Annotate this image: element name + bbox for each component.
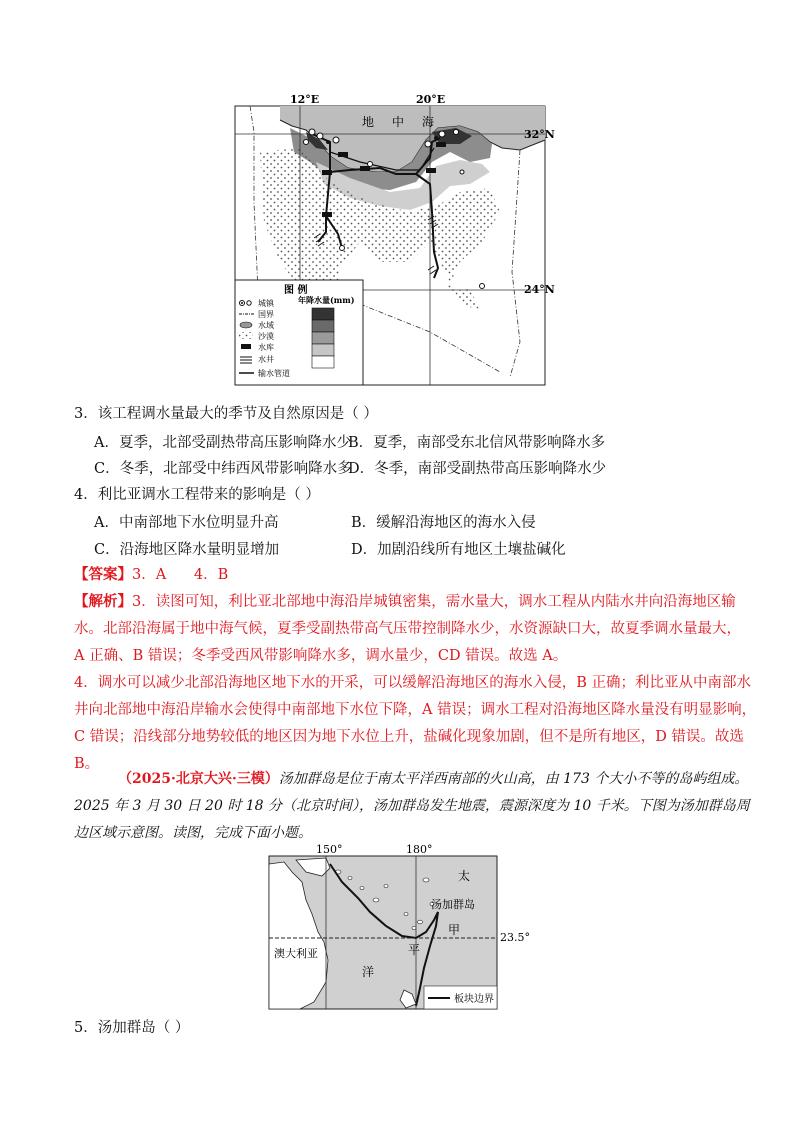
question-3-stem: 3．该工程调水量最大的季节及自然原因是（ ）: [74, 406, 378, 422]
analysis-line-6: C 错误；沿线部分地势较低的地区因为地下水位上升，盐碱化现象加剧，但不是所有地区，D 错误。故选: [74, 729, 744, 745]
legend-item-border: 国界: [258, 310, 274, 319]
ocean-label-yang: 洋: [362, 965, 375, 979]
legend-title: 图 例: [284, 285, 308, 296]
legend-item-water: 水域: [258, 321, 274, 330]
question-4-stem: 4．利比亚调水工程带来的影响是（ ）: [74, 487, 320, 503]
question-5-stem: 5．汤加群岛（ ）: [74, 1020, 190, 1036]
lat-label-32n: 32°N: [524, 128, 555, 141]
legend-item-well: 水井: [258, 355, 274, 364]
analysis-label: 【解析】: [74, 593, 132, 610]
legend-item-desert: 沙漠: [258, 332, 274, 341]
tonga-region-map: [266, 842, 536, 1012]
q4-option-a[interactable]: A．中南部地下水位明显升高: [94, 515, 279, 531]
q4-option-d[interactable]: D．加剧沿线所有地区土壤盐碱化: [351, 542, 566, 558]
sea-label-3: 海: [422, 115, 435, 129]
australia-label: 澳大利亚: [274, 947, 318, 960]
q3-option-b[interactable]: B．夏季，南部受东北信风带影响降水多: [348, 435, 606, 451]
intro-line-3: 边区域示意图。读图，完成下面小题。: [74, 825, 312, 841]
lon-label-180: 180°: [406, 843, 433, 856]
ocean-label-ping: 平: [408, 943, 421, 957]
libya-water-map: [220, 92, 555, 392]
analysis-line-1: 3．读图可知，利比亚北部地中海沿岸城镇密集，需水量大，调水工程从内陆水井向沿海地区输: [132, 594, 736, 610]
sea-label-2: 中: [392, 115, 405, 129]
lat-label-24n: 24°N: [524, 283, 555, 296]
legend-item-reservoir: 水库: [258, 343, 274, 352]
legend-item-town: 城镇: [258, 299, 274, 308]
answer-label: 【答案】: [74, 566, 132, 583]
point-jia-label: 甲: [448, 923, 461, 937]
lon-label-12e: 12°E: [290, 93, 320, 106]
lat-label-23-5: 23.5°: [500, 931, 530, 944]
analysis-line-3: A 正确、B 错误；冬季受西风带影响降水多，调水量少，CD 错误。故选 A。: [74, 648, 568, 664]
question-source: （2025·北京大兴·三模）: [118, 771, 279, 787]
q3-option-d[interactable]: D．冬季，南部受副热带高压影响降水少: [348, 461, 607, 477]
answer-text: 3．A 4．B: [132, 567, 229, 583]
q4-option-c[interactable]: C．沿海地区降水量明显增加: [94, 542, 280, 558]
analysis-line-7: B。: [74, 756, 100, 772]
intro-line-1: 汤加群岛是位于南太平洋西南部的火山高，由 173 个大小不等的岛屿组成。: [278, 771, 749, 787]
q3-option-c[interactable]: C．冬季，北部受中纬西风带影响降水多: [94, 461, 352, 477]
analysis-line-5: 井向北部地中海沿岸输水会使得中南部地下水位下降，A 错误；调水工程对沿海地区降水量没有明显影响，: [74, 702, 757, 718]
analysis-line-4: 4．调水可以减少北部沿海地区地下水的开采，可以缓解沿海地区的海水入侵，B 正确；利比亚从中南部水: [74, 675, 751, 691]
lon-label-150: 150°: [316, 843, 343, 856]
legend-plate-boundary: 板块边界: [454, 994, 494, 1005]
legend-item-pipeline: 输水管道: [258, 369, 290, 378]
analysis-line-2: 水。北部沿海属于地中海气候，夏季受副热带高气压带控制降水少，水资源缺口大，故夏季调水量最大，: [74, 621, 741, 637]
tonga-intro: [74, 766, 750, 847]
lon-label-20e: 20°E: [416, 93, 446, 106]
legend-precip-title: 年降水量(mm): [298, 295, 355, 305]
analysis-block: [74, 588, 757, 778]
sea-label-1: 地: [362, 115, 375, 129]
intro-line-2: 2025 年 3 月 30 日 20 时 18 分（北京时间），汤加群岛发生地震，震源深度为 10 千米。下图为汤加群岛周: [74, 798, 750, 814]
q4-option-b[interactable]: B．缓解沿海地区的海水入侵: [351, 515, 536, 531]
q3-option-a[interactable]: A．夏季，北部受副热带高压影响降水少: [94, 435, 351, 451]
ocean-label-tai: 太: [458, 869, 471, 883]
answer-line: [74, 561, 228, 589]
tonga-islands-label: 汤加群岛: [431, 898, 475, 911]
